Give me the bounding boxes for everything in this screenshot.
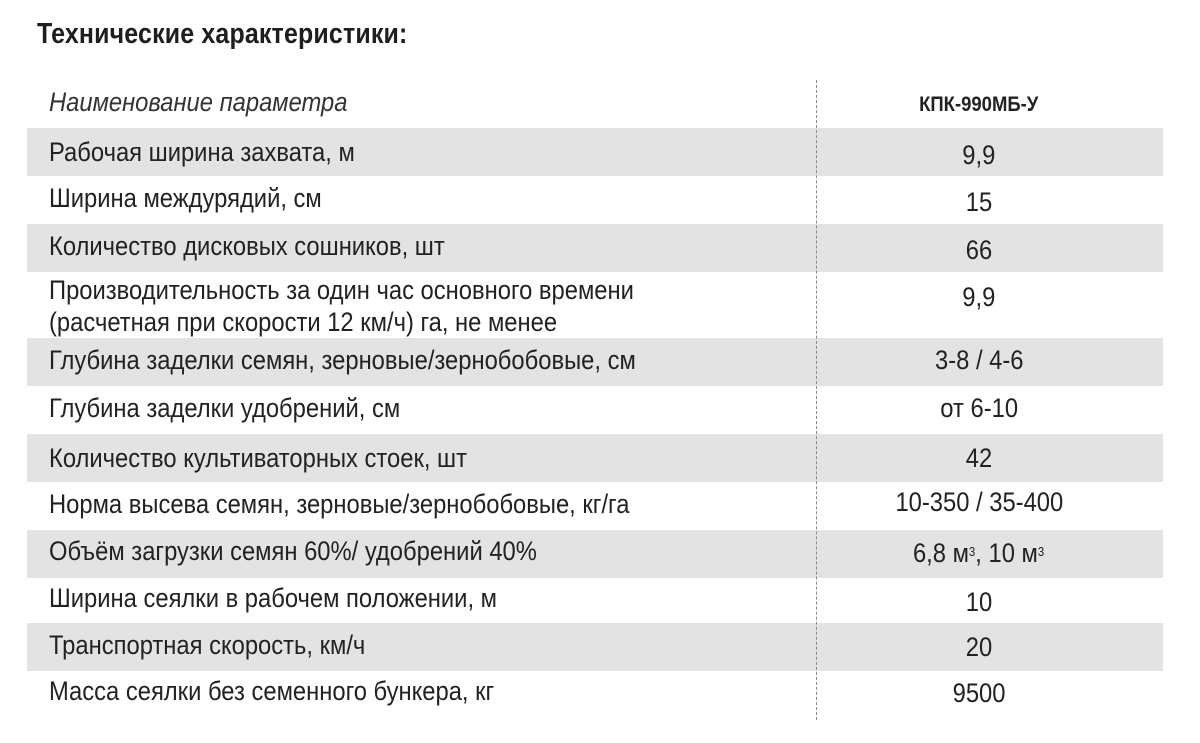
table-row — [27, 482, 1163, 530]
param-name-line2: (расчетная при скорости 12 км/ч) га, не менее — [49, 307, 558, 337]
param-name: Глубина заделки удобрений, см — [49, 393, 401, 423]
param-value: 10 — [965, 587, 993, 617]
cubic-superscript: 3 — [969, 544, 976, 559]
table-header — [27, 80, 1163, 128]
param-name: Глубина заделки семян, зерновые/зернобобовые, см — [49, 345, 636, 375]
table-row — [27, 623, 1163, 671]
param-value: 15 — [965, 187, 993, 217]
table-row — [27, 338, 1163, 386]
table-row — [27, 224, 1163, 272]
param-value: 10-350 / 35-400 — [895, 487, 1063, 517]
table-row — [27, 386, 1163, 434]
param-name: Ширина междурядий, см — [49, 183, 322, 213]
param-name: Количество дисковых сошников, шт — [49, 231, 445, 261]
param-name-line1: Производительность за один час основного времени — [49, 275, 634, 305]
table-row — [27, 272, 1163, 338]
spec-table — [27, 80, 1163, 719]
param-name: Объём загрузки семян 60%/ удобрений 40% — [49, 536, 537, 566]
table-row — [27, 530, 1163, 578]
param-name: Масса сеялки без семенного бункера, кг — [49, 676, 495, 706]
param-value: 3-8 / 4-6 — [934, 345, 1024, 375]
param-value: от 6-10 — [940, 393, 1018, 423]
param-value: 9500 — [952, 678, 1006, 708]
table-row — [27, 176, 1163, 224]
cubic-superscript: 3 — [1038, 544, 1045, 559]
param-value: 66 — [965, 235, 993, 265]
column-divider — [816, 80, 817, 720]
page-title: Технические характеристики: — [37, 18, 408, 50]
param-name: Количество культиваторных стоек, шт — [49, 443, 467, 473]
model-column-header: КПК-990МБ-У — [919, 93, 1039, 116]
param-value: 9,9 — [962, 282, 996, 312]
table-row — [27, 434, 1163, 482]
param-name: Транспортная скорость, км/ч — [49, 630, 366, 660]
param-name: Ширина сеялки в рабочем положении, м — [49, 583, 498, 613]
param-value: 20 — [965, 632, 993, 662]
table-row — [27, 578, 1163, 623]
table-row — [27, 671, 1163, 719]
param-value: 9,9 — [962, 140, 996, 170]
param-value: 42 — [965, 443, 993, 473]
param-value: 6,8 $м^3$, 10 $м^3$ — [913, 538, 1045, 568]
param-name: Рабочая ширина захвата, м — [49, 137, 355, 167]
param-name: Норма высева семян, зерновые/зернобобовые, кг/га — [49, 489, 630, 519]
param-column-header: Наименование параметра — [49, 87, 348, 117]
table-row — [27, 128, 1163, 176]
